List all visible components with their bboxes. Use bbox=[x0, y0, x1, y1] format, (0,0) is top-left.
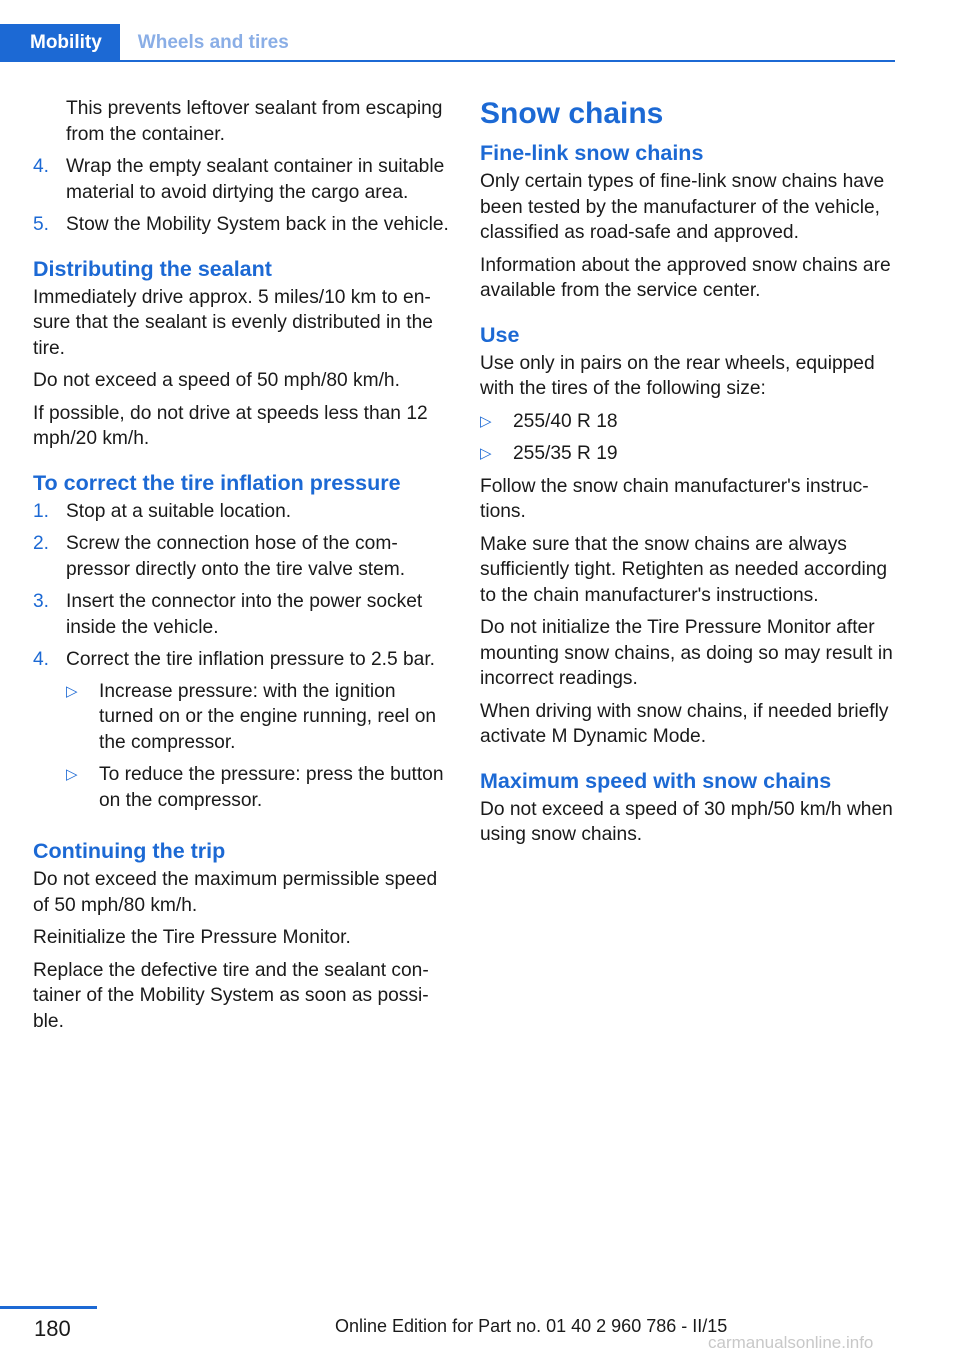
page-number: 180 bbox=[34, 1316, 71, 1341]
paragraph: If possible, do not drive at speeds less than 12 mph/20 km/h. bbox=[33, 402, 428, 449]
step-text: Correct the tire inflation pressure to 2.5 bar. bbox=[66, 649, 436, 670]
paragraph: Do not exceed the maximum permissible speed of 50 mph/80 km/h. bbox=[33, 869, 438, 916]
paragraph: Make sure that the snow chains are always sufficiently tight. Retighten as needed according to the chain manufacturer's instructions. bbox=[480, 533, 888, 606]
step-text: Stow the Mobility System back in the vehicle. bbox=[66, 214, 449, 235]
header-bar bbox=[0, 24, 895, 62]
intro-text: This prevents leftover sealant from escaping from the container. bbox=[66, 98, 443, 145]
right-column bbox=[480, 96, 898, 855]
heading-correct-pressure: To correct the tire inflation pressure bbox=[33, 470, 401, 495]
list-item bbox=[33, 499, 453, 525]
left-column bbox=[33, 96, 453, 1041]
list-item bbox=[33, 589, 453, 640]
paragraph: Do not exceed a speed of 50 mph/80 km/h. bbox=[33, 370, 400, 391]
header-rule bbox=[0, 60, 895, 62]
heading-distributing-sealant: Distributing the sealant bbox=[33, 256, 272, 281]
paragraph: Follow the snow chain manufacturer's instructions. bbox=[480, 475, 869, 522]
tire-size: 255/35 R 19 bbox=[513, 443, 618, 464]
heading-continuing-trip: Continuing the trip bbox=[33, 839, 226, 863]
tab-mobility[interactable]: Mobility bbox=[0, 24, 120, 62]
list-item bbox=[33, 154, 453, 205]
tire-size: 255/40 R 18 bbox=[513, 410, 618, 432]
paragraph: Immediately drive approx. 5 miles/10 km to ensure that the sealant is evenly distributed in the tire. bbox=[33, 286, 433, 359]
triangle-right-icon: ▷ bbox=[480, 412, 492, 430]
paragraph: When driving with snow chains, if needed briefly activate M Dynamic Mode. bbox=[480, 700, 889, 747]
list-item bbox=[33, 212, 453, 238]
heading-maximum-speed: Maximum speed with snow chains bbox=[480, 768, 832, 793]
step-number: 4. bbox=[33, 156, 50, 177]
step-text: Stop at a suitable location. bbox=[66, 500, 292, 522]
heading-use: Use bbox=[480, 322, 520, 347]
step-number: 2. bbox=[33, 533, 50, 554]
tire-size-list bbox=[480, 409, 898, 467]
step-number: 3. bbox=[33, 591, 50, 612]
step-number: 1. bbox=[33, 500, 50, 522]
list-item bbox=[66, 762, 453, 813]
substep-text: Increase pressure: with the ignition turned on or the engine running, reel on the compressor. bbox=[99, 680, 437, 753]
list-item bbox=[66, 679, 453, 756]
heading-fine-link: Fine-link snow chains bbox=[480, 141, 704, 165]
correct-steps-list bbox=[33, 499, 453, 821]
list-item bbox=[480, 409, 898, 435]
list-item bbox=[33, 647, 453, 820]
watermark: carmanualsonline.info bbox=[708, 1333, 874, 1352]
step-text: Screw the connection hose of the compressor directly onto the tire valve stem. bbox=[66, 533, 406, 580]
triangle-right-icon: ▷ bbox=[66, 766, 78, 783]
paragraph: Information about the approved snow chains are available from the service center. bbox=[480, 254, 891, 301]
paragraph: Only certain types of fine-link snow chains have been tested by the manufacturer of the vehicle, classified as road-safe and approved. bbox=[480, 171, 885, 243]
tab-wheels-and-tires[interactable]: Wheels and tires bbox=[137, 32, 289, 53]
substep-text: To reduce the pressure: press the button on the compressor. bbox=[99, 764, 444, 811]
paragraph: Replace the defective tire and the sealant container of the Mobility System as soon as possible. bbox=[33, 959, 429, 1032]
paragraph: Do not exceed a speed of 30 mph/50 km/h when using snow chains. bbox=[480, 798, 893, 845]
section-title-snow-chains: Snow chains bbox=[480, 97, 664, 130]
step-text: Insert the connector into the power socket inside the vehicle. bbox=[66, 591, 423, 638]
paragraph: Use only in pairs on the rear wheels, equipped with the tires of the following size: bbox=[480, 352, 875, 399]
list-item bbox=[480, 441, 898, 467]
triangle-right-icon: ▷ bbox=[480, 445, 492, 462]
step-body bbox=[66, 647, 453, 820]
paragraph: Do not initialize the Tire Pressure Monitor after mounting snow chains, as doing so may result in incorrect readings. bbox=[480, 617, 893, 689]
step-number: 5. bbox=[33, 214, 50, 235]
paragraph: Reinitialize the Tire Pressure Monitor. bbox=[33, 927, 351, 948]
edition-text: Online Edition for Part no. 01 40 2 960 786 - II/15 bbox=[335, 1316, 728, 1336]
substeps-list bbox=[66, 679, 453, 814]
triangle-right-icon: ▷ bbox=[66, 682, 78, 700]
step-text: Wrap the empty sealant container in suitable material to avoid dirtying the cargo area. bbox=[66, 156, 445, 203]
step-number: 4. bbox=[33, 649, 50, 670]
steps-top-list bbox=[33, 154, 453, 238]
list-item bbox=[33, 531, 453, 582]
footer-rule bbox=[0, 1306, 97, 1309]
